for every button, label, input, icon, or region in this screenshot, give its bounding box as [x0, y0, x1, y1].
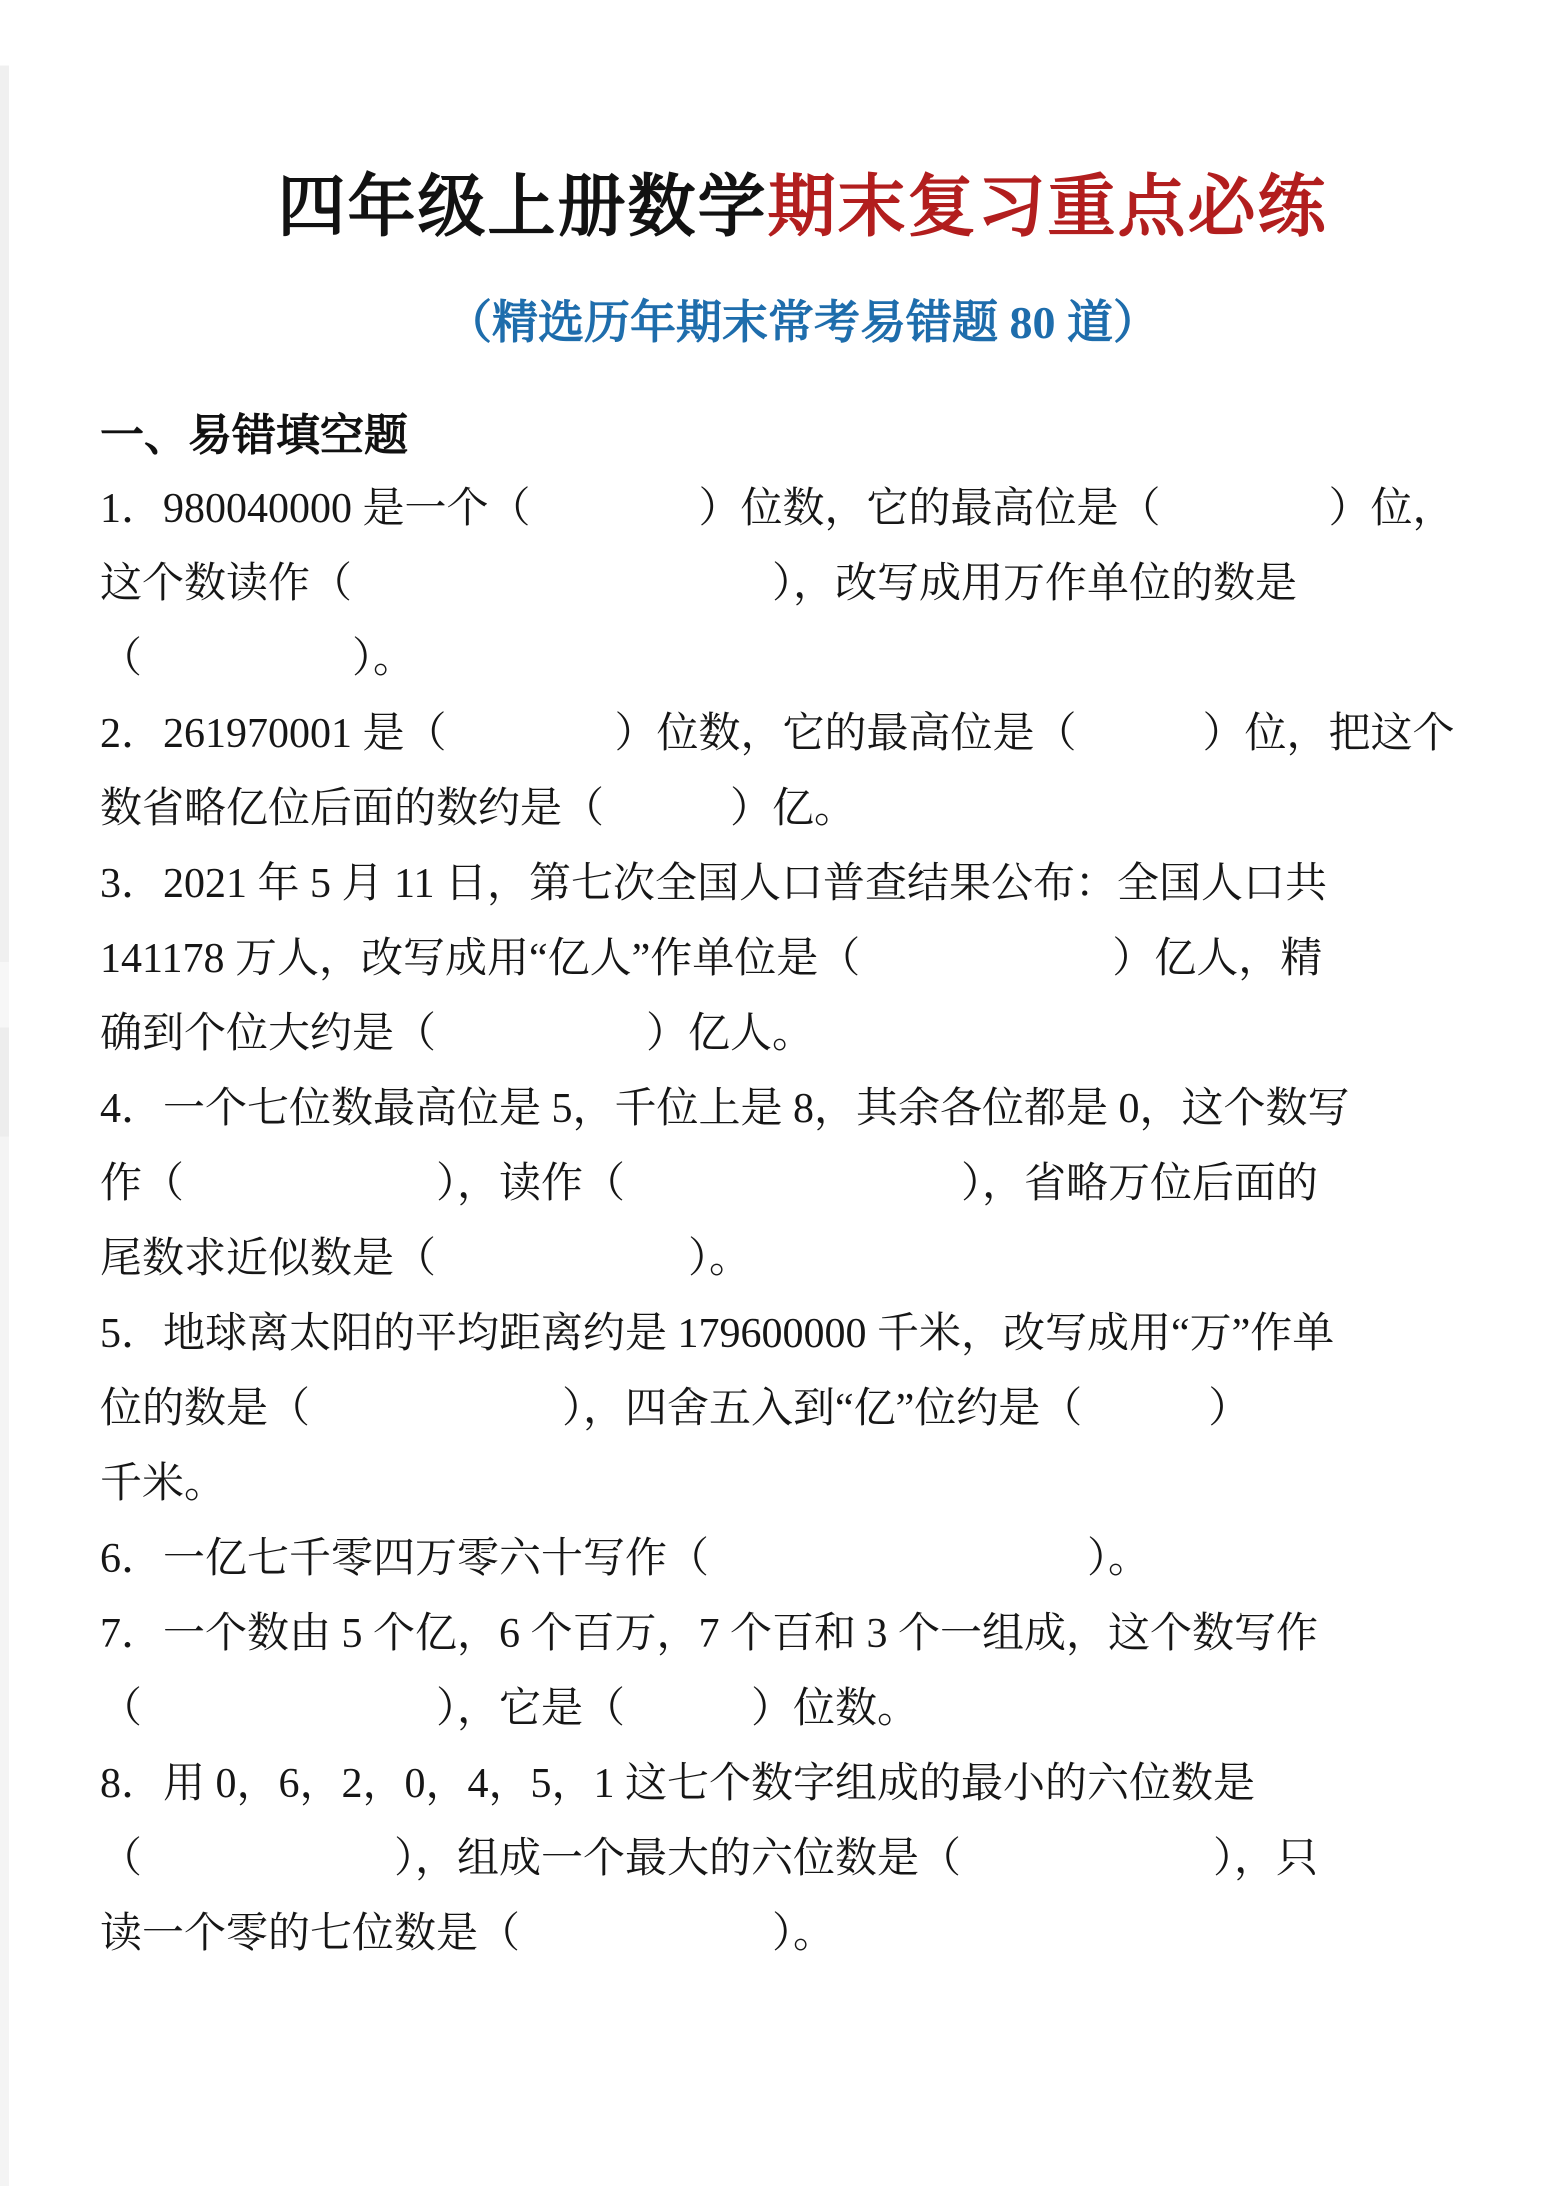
question-1-line-3: （ ）。	[100, 636, 416, 682]
question-4-line-1: 4．一个七位数最高位是 5，千位上是 8，其余各位都是 0，这个数写	[100, 1086, 1350, 1132]
question-4-line-2: 作（ ），读作（ ），省略万位后面的	[100, 1161, 1319, 1207]
question-8-line-3: 读一个零的七位数是（ ）。	[100, 1911, 836, 1957]
page-title-red: 期末复习重点必练	[767, 169, 1328, 245]
question-list	[100, 472, 1505, 1972]
question-3-line-3: 确到个位大约是（ ）亿人。	[100, 1011, 815, 1057]
question-5-line-1: 5．地球离太阳的平均距离约是 179600000 千米，改写成用“万”作单	[100, 1311, 1335, 1357]
question-2-line-2: 数省略亿位后面的数约是（ ）亿。	[100, 786, 857, 832]
question-3	[100, 847, 1505, 1072]
question-3-line-1: 3．2021 年 5 月 11 日，第七次全国人口普查结果公布：全国人口共	[100, 861, 1327, 907]
page-left-edge	[0, 0, 9, 2186]
question-1	[100, 472, 1505, 697]
question-4-line-3: 尾数求近似数是（ ）。	[100, 1236, 752, 1282]
question-1-line-2: 这个数读作（ ），改写成用万作单位的数是	[100, 561, 1298, 607]
page-subtitle: （精选历年期末常考易错题 80 道）	[446, 297, 1159, 348]
question-7-line-1: 7．一个数由 5 个亿，6 个百万，7 个百和 3 个一组成，这个数写作	[100, 1611, 1319, 1657]
question-5-line-3: 千米。	[100, 1461, 227, 1507]
question-4	[100, 1072, 1505, 1297]
question-7	[100, 1597, 1505, 1747]
page-title-black: 四年级上册数学	[277, 169, 768, 245]
question-2-line-1: 2．261970001 是（ ）位数，它的最高位是（ ）位，把这个	[100, 711, 1455, 757]
question-3-line-2: 141178 万人，改写成用“亿人”作单位是（ ）亿人，精	[100, 936, 1323, 982]
question-7-line-2: （ ），它是（ ）位数。	[100, 1686, 920, 1732]
question-5	[100, 1297, 1505, 1522]
question-1-line-1: 1．980040000 是一个（ ）位数，它的最高位是（ ）位，	[100, 486, 1455, 532]
question-6-line-1: 6．一亿七千零四万零六十写作（ ）。	[100, 1536, 1151, 1582]
question-5-line-2: 位的数是（ ），四舍五入到“亿”位约是（ ）	[100, 1386, 1251, 1432]
question-8-line-1: 8．用 0，6，2，0，4，5，1 这七个数字组成的最小的六位数是	[100, 1761, 1256, 1807]
question-8-line-2: （ ），组成一个最大的六位数是（ ），只	[100, 1836, 1319, 1882]
worksheet-page	[100, 0, 1505, 1972]
question-6	[100, 1522, 1505, 1597]
section-heading: 一、易错填空题	[100, 411, 408, 460]
question-8	[100, 1747, 1505, 1972]
page-title	[100, 168, 1505, 246]
question-2	[100, 697, 1505, 847]
